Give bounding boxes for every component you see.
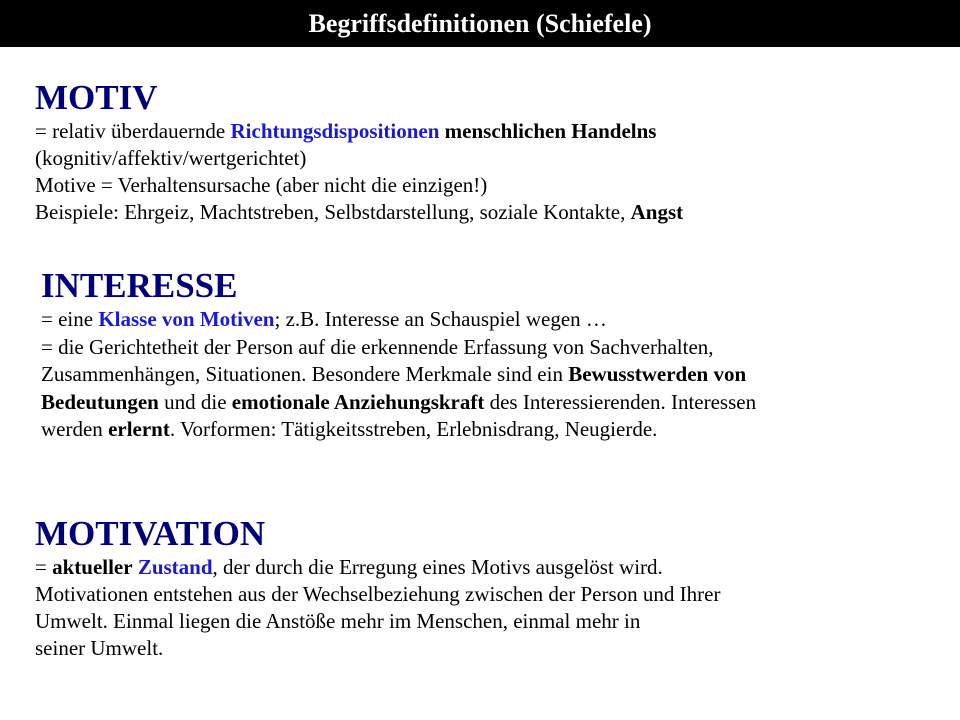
term-angst: Angst (630, 200, 684, 224)
interesse-line-1 (41, 306, 756, 334)
interesse-line-3 (41, 361, 756, 389)
heading-interesse: INTERESSE (41, 266, 238, 305)
term-bedeutungen: Bedeutungen (41, 389, 159, 414)
text: Beispiele: Ehrgeiz, Machtstreben, Selbstdarstellung, soziale Kontakte, (35, 200, 631, 224)
term-bewusstwerden: Bewusstwerden von (568, 362, 747, 386)
term-zustand: Zustand (137, 555, 213, 579)
text: , der durch die Erregung eines Motivs ausgelöst wird. (212, 555, 663, 579)
interesse-line-5 (41, 416, 756, 444)
motivation-line-4: seiner Umwelt. (35, 636, 164, 660)
section-interesse (41, 266, 756, 444)
term-klasse-von-motiven: Klasse von Motiven (98, 307, 275, 331)
text: Zusammenhängen, Situationen. Besondere Merkmale sind ein (41, 362, 569, 386)
interesse-line-2: = die Gerichtetheit der Person auf die erkennende Erfassung von Sachverhalten, (41, 334, 714, 359)
term-emotionale-anziehungskraft: emotionale Anziehungskraft (231, 389, 485, 414)
motiv-line-1 (35, 118, 683, 145)
interesse-line-4 (41, 389, 756, 417)
motivation-line-1 (35, 554, 720, 581)
term-aktueller: aktueller (52, 555, 133, 579)
motivation-line-3: Umwelt. Einmal liegen die Anstöße mehr im Menschen, einmal mehr in (35, 609, 641, 633)
motiv-line-3: Motive = Verhaltensursache (aber nicht die einzigen!) (35, 173, 488, 197)
term-richtungsdispositionen: Richtungsdispositionen (230, 119, 440, 143)
text: ; z.B. Interesse an Schauspiel wegen … (274, 307, 607, 331)
slide-title-bar (0, 0, 960, 47)
term-erlernt: erlernt (108, 417, 170, 441)
term-menschlichen-handelns: menschlichen Handelns (444, 119, 657, 143)
text: . Vorformen: Tätigkeitsstreben, Erlebnisdrang, Neugierde. (169, 417, 658, 441)
heading-motiv: MOTIV (35, 78, 158, 117)
text: werden (41, 417, 109, 441)
text: = relativ überdauernde (35, 119, 231, 143)
section-motiv (35, 78, 683, 226)
slide-title: Begriffsdefinitionen (Schiefele) (308, 8, 652, 38)
section-motivation (35, 514, 720, 662)
text: und die (158, 389, 232, 414)
motivation-line-2: Motivationen entstehen aus der Wechselbeziehung zwischen der Person und Ihrer (35, 582, 721, 606)
motiv-line-2: (kognitiv/affektiv/wertgerichtet) (35, 146, 307, 170)
text: = eine (41, 307, 99, 331)
motiv-line-4 (35, 199, 683, 226)
text: = (35, 555, 53, 579)
text: des Interessierenden. Interessen (484, 389, 757, 414)
heading-motivation: MOTIVATION (35, 514, 266, 553)
